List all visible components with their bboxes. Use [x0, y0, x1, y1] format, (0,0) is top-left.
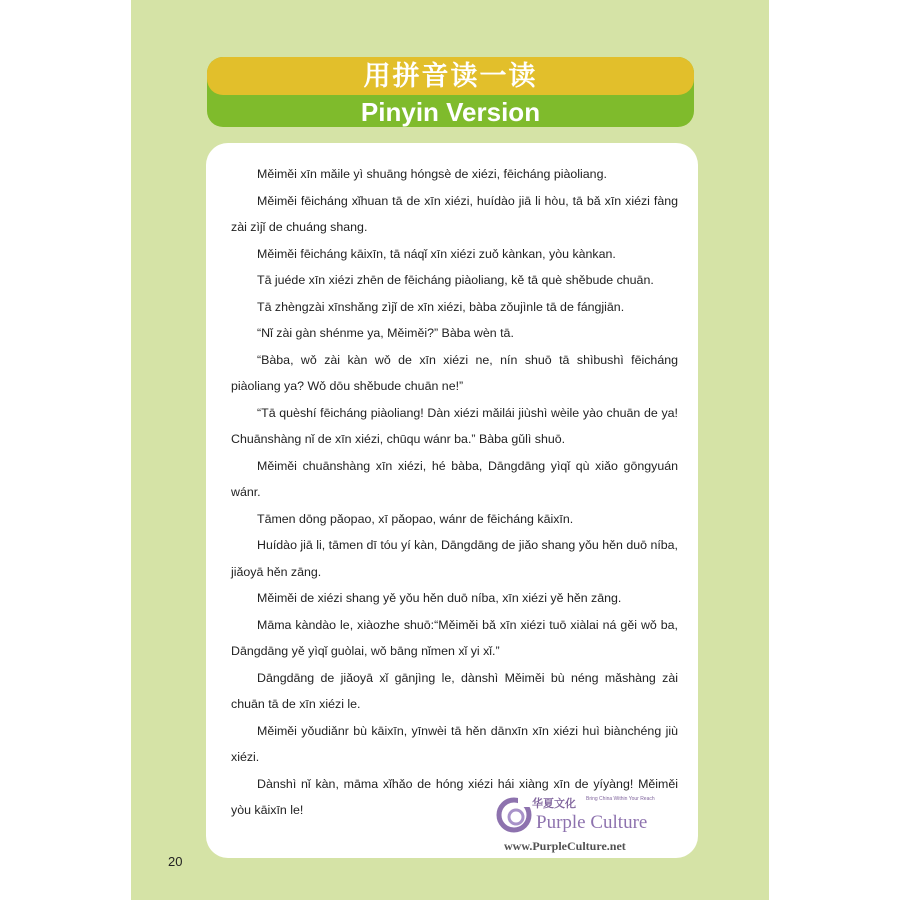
story-paragraph: Měiměi fēicháng xǐhuan tā de xīn xiézi, huídào jiā li hòu, tā bǎ xīn xiézi fàng zài zìjǐ de chuáng shang.	[231, 193, 678, 234]
story-paragraph: Dànshì nǐ kàn, māma xǐhǎo de hóng xiézi hái xiàng xīn de yíyàng! Měiměi yòu kāixīn le!	[231, 776, 678, 817]
watermark-brand-chinese: 华夏文化	[532, 797, 576, 810]
story-paragraph: “Nǐ zài gàn shénme ya, Měiměi?” Bàba wèn tā.	[257, 326, 514, 340]
watermark-tagline: Bring China Within Your Reach	[586, 796, 655, 802]
watermark-url: www.PurpleCulture.net	[504, 839, 626, 853]
watermark	[496, 795, 696, 857]
title-banner	[207, 57, 694, 127]
story-paragraph: Měiměi xīn mǎile yì shuāng hóngsè de xiézi, fēicháng piàoliang.	[257, 167, 607, 181]
story-text	[231, 161, 678, 824]
story-paragraph: Tā juéde xīn xiézi zhēn de fēicháng piàoliang, kě tā què shěbude chuān.	[257, 273, 654, 287]
page-number: 20	[168, 854, 183, 869]
story-paragraph: Tāmen dōng pǎopao, xī pǎopao, wánr de fēicháng kāixīn.	[257, 511, 574, 526]
book-page	[131, 0, 769, 900]
purple-culture-logo-icon	[496, 795, 532, 835]
story-paragraph: Měiměi yǒudiǎnr bù kāixīn, yīnwèi tā hěn dānxīn xīn xiézi huì biànchéng jiù xiézi.	[231, 723, 678, 764]
watermark-brand: Purple Culture	[536, 812, 648, 833]
banner-title-chinese: 用拼音读一读	[363, 61, 538, 92]
story-card	[206, 143, 698, 858]
story-paragraph: Māma kàndào le, xiàozhe shuō:“Měiměi bǎ xīn xiézi tuō xiàlai ná gěi wǒ ba, Dāngdāng yě yìqǐ guòlai, wǒ bāng nǐmen xǐ yi xǐ.”	[231, 617, 678, 658]
story-paragraph: “Bàba, wǒ zài kàn wǒ de xīn xiézi ne, nín shuō tā shìbushì fēicháng piàoliang ya? Wǒ dōu shěbude chuān ne!”	[231, 352, 678, 393]
story-paragraph: Měiměi chuānshàng xīn xiézi, hé bàba, Dāngdāng yìqǐ qù xiǎo gōngyuán wánr.	[231, 458, 678, 499]
story-paragraph: Měiměi de xiézi shang yě yǒu hěn duō níba, xīn xiézi yě hěn zāng.	[257, 591, 622, 605]
story-paragraph: Tā zhèngzài xīnshǎng zìjǐ de xīn xiézi, bàba zǒujìnle tā de fángjiān.	[257, 299, 625, 314]
story-paragraph: “Tā quèshí fēicháng piàoliang! Dàn xiézi mǎilái jiùshì wèile yào chuān de ya! Chuānshàng nǐ de xīn xiézi, chūqu wánr ba.” Bàba gǔlì shuō.	[231, 405, 678, 446]
story-paragraph: Dāngdāng de jiǎoyā xǐ gānjìng le, dànshì Měiměi bù néng mǎshàng zài chuān tā de xīn xiézi le.	[231, 670, 678, 711]
story-paragraph: Huídào jiā li, tāmen dī tóu yí kàn, Dāngdāng de jiǎo shang yǒu hěn duō níba, jiǎoyā hěn zāng.	[231, 538, 678, 579]
story-paragraph: Měiměi fēicháng kāixīn, tā náqǐ xīn xiézi zuǒ kànkan, yòu kànkan.	[257, 246, 616, 261]
banner-title-english: Pinyin Version	[360, 97, 541, 127]
